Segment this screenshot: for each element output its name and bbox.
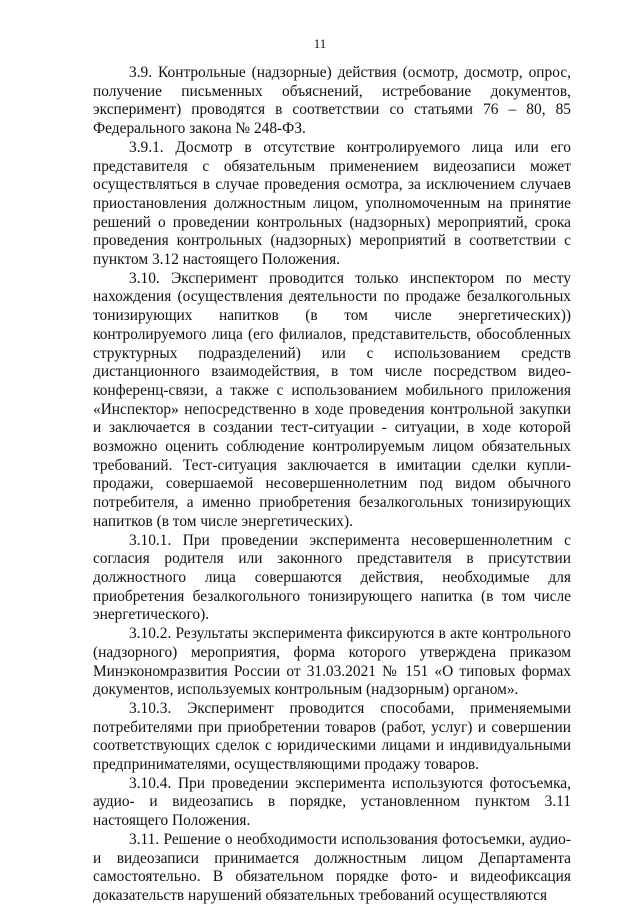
paragraph-3-11: 3.11. Решение о необходимости использования фотосъемки, аудио- и видеозаписи принимается должностным лицом Департамента самостоятельно. В обязательном порядке фото- и видеофиксация доказательств нарушений обязательных требований осуществляются [93, 830, 571, 904]
page-number: 11 [313, 36, 327, 51]
paragraph-3-10-4: 3.10.4. При проведении эксперимента используются фотосъемка, аудио- и видеозапись в порядке, установленном пунктом 3.11 настоящего Положения. [93, 774, 571, 830]
paragraph-3-9-1: 3.9.1. Досмотр в отсутствие контролируемого лица или его представителя с обязательным применением видеозаписи может осуществляться в случае проведения осмотра, за исключением случаев приостановления должностным лицом, уполномоченным на принятие решений о проведении контрольных (надзорных) мероприятий, срока проведения контрольных (надзорных) мероприятий в соответствии с пунктом 3.12 настоящего Положения. [93, 138, 571, 269]
paragraph-3-10: 3.10. Эксперимент проводится только инспектором по месту нахождения (осуществления деятельности по продаже безалкогольных тонизирующих напитков (в том числе энергетических)) контролируемого лица (его филиалов, представительств, обособленных структурных подразделений) или с использованием средств дистанционного взаимодействия, в том числе посредством видео-конференц-связи, а также с использованием мобильного приложения «Инспектор» непосредственно в ходе проведения контрольной закупки и заключается в создании тест-ситуации - ситуации, в ходе которой возможно оценить соблюдение контролируемым лицом обязательных требований. Тест-ситуация заключается в имитации сделки купли-продажи, совершаемой несовершеннолетним под видом обычного потребителя, а именно приобретения безалкогольных тонизирующих напитков (в том числе энергетических). [93, 269, 571, 530]
paragraph-3-9: 3.9. Контрольные (надзорные) действия (осмотр, досмотр, опрос, получение письменных объяснений, истребование документов, эксперимент) проводятся в соответствии со статьями 76 – 80, 85 Федерального закона № 248-ФЗ. [93, 64, 571, 138]
document-body [93, 64, 571, 906]
paragraph-3-10-2: 3.10.2. Результаты эксперимента фиксируются в акте контрольного (надзорного) мероприятия, форма которого утверждена приказом Минэкономразвития России от 31.03.2021 № 151 «О типовых формах документов, используемых контрольным (надзорным) органом». [93, 625, 571, 699]
paragraph-3-10-3: 3.10.3. Эксперимент проводится способами, применяемыми потребителями при приобретении товаров (работ, услуг) и совершении соответствующих сделок с юридическими лицами и индивидуальными предпринимателями, осуществляющими продажу товаров. [93, 699, 571, 774]
paragraph-3-10-1: 3.10.1. При проведении эксперимента несовершеннолетним с согласия родителя или законного представителя в присутствии должностного лица совершаются действия, необходимые для приобретения безалкогольного тонизирующего напитка (в том числе энергетического). [93, 531, 571, 624]
